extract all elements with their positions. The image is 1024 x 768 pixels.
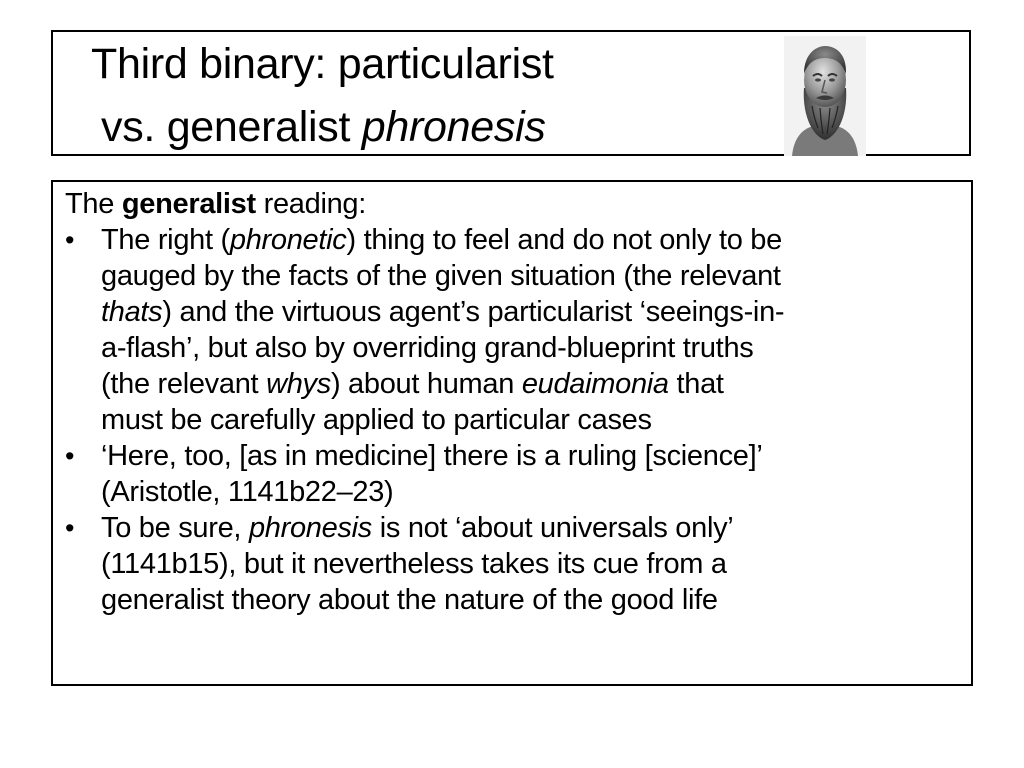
bullet3-line-3: generalist theory about the nature of the good life	[101, 584, 718, 616]
bullet1-line-6: must be carefully applied to particular cases	[101, 404, 652, 436]
bullet-item-3	[65, 510, 965, 618]
bullet-item-2	[65, 438, 965, 510]
aristotle-bust-icon	[784, 36, 866, 156]
title-italic-term: phronesis	[361, 103, 546, 151]
italic-term: thats	[101, 296, 163, 328]
slide-title-line-1: Third binary: particularist	[91, 40, 554, 88]
italic-term: phronetic	[229, 224, 347, 256]
bullet2-line-2: (Aristotle, 1141b22–23)	[101, 476, 394, 508]
intro-line	[65, 186, 965, 222]
italic-term: eudaimonia	[521, 368, 669, 400]
bullet3-line-1	[101, 510, 965, 546]
text-run: that	[668, 368, 724, 400]
italic-term: phronesis	[248, 512, 372, 544]
bullet1-line-2: gauged by the facts of the given situation (the relevant	[101, 260, 781, 292]
intro-prefix: The	[65, 188, 122, 220]
bullet1-line-1	[101, 222, 965, 258]
intro-bold-term: generalist	[121, 188, 256, 220]
bullet1-line-5	[101, 366, 965, 402]
bullet-dot-icon: •	[65, 513, 75, 543]
bullet1-line-4: a-flash’, but also by overriding grand-blueprint truths	[101, 332, 754, 364]
bullet-dot-icon: •	[65, 441, 75, 471]
text-run: is not ‘about universals only’	[371, 512, 734, 544]
content-box	[51, 180, 973, 686]
bullet-item-1	[65, 222, 965, 438]
text-run: ) about human	[330, 368, 522, 400]
text-run: ) thing to feel and do not only to be	[346, 224, 782, 256]
bullet1-line-3	[101, 294, 965, 330]
bullet3-line-2: (1141b15), but it nevertheless takes its cue from a	[101, 548, 727, 580]
intro-suffix: reading:	[255, 188, 367, 220]
text-run: (the relevant	[101, 368, 267, 400]
text-run: The right (	[101, 224, 230, 256]
bullet2-line-1: ‘Here, too, [as in medicine] there is a ruling [science]’	[101, 440, 763, 472]
content-text	[65, 186, 965, 618]
aristotle-bust-image	[784, 36, 866, 156]
bullet-dot-icon: •	[65, 225, 75, 255]
text-run: To be sure,	[101, 512, 249, 544]
text-run: ) and the virtuous agent’s particularist ‘seeings-in-	[162, 296, 785, 328]
italic-term: whys	[266, 368, 331, 400]
slide-title-line-2	[101, 102, 546, 152]
bullet-list	[65, 222, 965, 618]
title-text: vs. generalist	[101, 103, 362, 151]
